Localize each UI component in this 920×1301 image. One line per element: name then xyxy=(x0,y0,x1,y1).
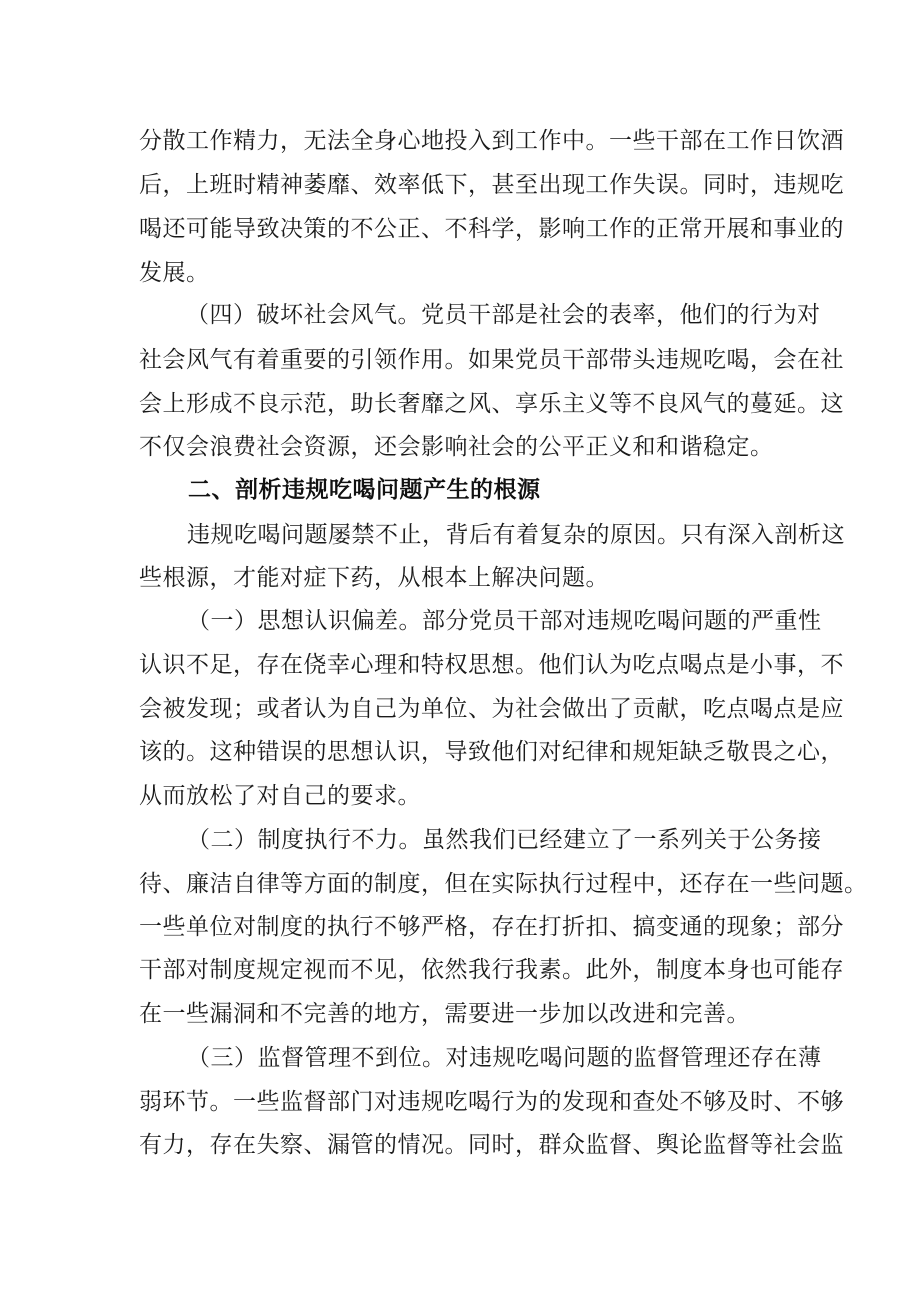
section-heading: 二、剖析违规吃喝问题产生的根源 xyxy=(188,477,541,503)
paragraph-line: 干部对制度规定视而不见，依然我行我素。此外，制度本身也可能存 xyxy=(139,957,844,983)
paragraph-line: 社会风气有着重要的引领作用。如果党员干部带头违规吃喝，会在社 xyxy=(139,347,844,373)
paragraph-line: 分散工作精力，无法全身心地投入到工作中。一些干部在工作日饮酒 xyxy=(139,128,844,154)
paragraph-line: 发展。 xyxy=(139,260,210,286)
paragraph-line: 不仅会浪费社会资源，还会影响社会的公平正义和和谐稳定。 xyxy=(139,434,774,460)
paragraph-line: （三）监督管理不到位。对违规吃喝问题的监督管理还存在薄 xyxy=(187,1045,822,1071)
paragraph-line: 该的。这种错误的思想认识，导致他们对纪律和规矩缺乏敬畏之心， xyxy=(139,739,844,765)
paragraph-line: 有力，存在失察、漏管的情况。同时，群众监督、舆论监督等社会监 xyxy=(139,1132,844,1158)
paragraph-line: （四）破坏社会风气。党员干部是社会的表率，他们的行为对 xyxy=(186,302,821,328)
paragraph-line: 喝还可能导致决策的不公正、不科学，影响工作的正常开展和事业的 xyxy=(139,216,844,242)
paragraph-line: 在一些漏洞和不完善的地方，需要进一步加以改进和完善。 xyxy=(139,1001,750,1027)
paragraph-line: 后，上班时精神萎靡、效率低下，甚至出现工作失误。同时，违规吃 xyxy=(139,172,844,198)
paragraph-line: 会上形成不良示范，助长奢靡之风、享乐主义等不良风气的蔓延。这 xyxy=(139,391,844,417)
paragraph-line: 些根源，才能对症下药，从根本上解决问题。 xyxy=(139,565,609,591)
paragraph-line: 待、廉洁自律等方面的制度，但在实际执行过程中，还存在一些问题。 xyxy=(139,871,868,897)
paragraph-line: 一些单位对制度的执行不够严格，存在打折扣、搞变通的现象；部分 xyxy=(139,914,844,940)
paragraph-line: 违规吃喝问题屡禁不止，背后有着复杂的原因。只有深入剖析这 xyxy=(187,522,845,548)
paragraph-line: （二）制度执行不力。虽然我们已经建立了一系列关于公务接 xyxy=(187,827,822,853)
paragraph-line: （一）思想认识偏差。部分党员干部对违规吃喝问题的严重性 xyxy=(187,608,822,634)
paragraph-line: 认识不足，存在侥幸心理和特权思想。他们认为吃点喝点是小事，不 xyxy=(139,652,844,678)
paragraph-line: 从而放松了对自己的要求。 xyxy=(139,783,421,809)
paragraph-line: 弱环节。一些监督部门对违规吃喝行为的发现和查处不够及时、不够 xyxy=(139,1089,844,1115)
paragraph-line: 会被发现；或者认为自己为单位、为社会做出了贡献，吃点喝点是应 xyxy=(139,696,844,722)
